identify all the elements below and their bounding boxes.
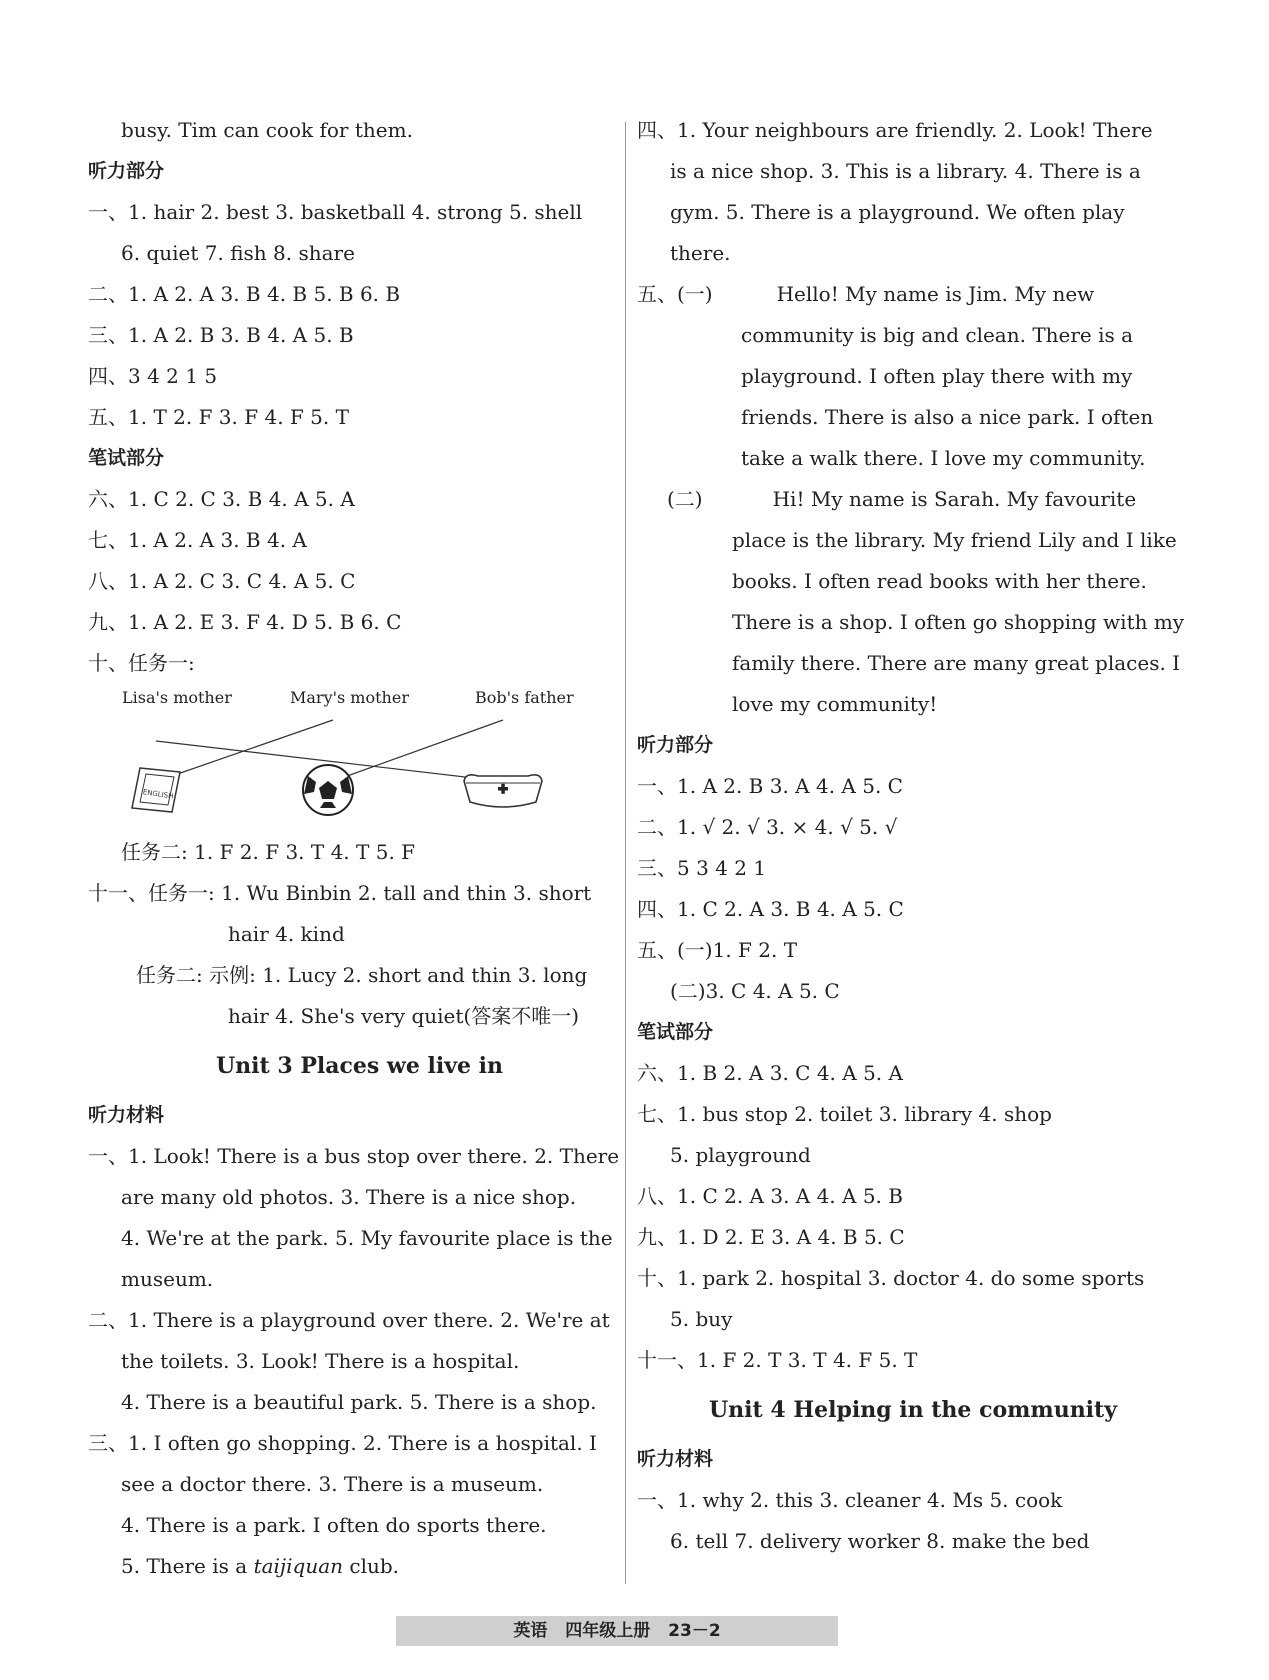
answer-line: 九、1. D 2. E 3. A 4. B 5. C (637, 1225, 905, 1249)
svg-text:ENGLISH: ENGLISH (142, 788, 174, 801)
transcript-line: 6. tell 7. delivery worker 8. make the bed (670, 1529, 1090, 1553)
answer-line: 四、3 4 2 1 5 (88, 364, 218, 388)
unit-title: Unit 4 Helping in the community (709, 1397, 1117, 1423)
answer-line: 一、1. A 2. B 3. A 4. A 5. C (637, 774, 903, 798)
transcript-line: 4. There is a park. I often do sports there. (121, 1513, 547, 1537)
page-footer (396, 1616, 838, 1646)
transcript-line (88, 1546, 618, 1587)
section-heading: 听力部分 (88, 160, 165, 182)
page-number: 23－2 (668, 1621, 721, 1641)
answer-line: 八、1. C 2. A 3. A 4. A 5. B (637, 1184, 903, 1208)
passage-line (637, 479, 1177, 520)
answer-line: 十一、任务一: 1. Wu Binbin 2. tall and thin 3. short (88, 881, 592, 905)
transcript-line: 4. We're at the park. 5. My favourite place is the (121, 1226, 613, 1250)
answer-line: 二、1. A 2. A 3. B 4. B 5. B 6. B (88, 282, 401, 306)
left-column (88, 110, 618, 1587)
section-heading: 听力材料 (88, 1104, 165, 1126)
passage-line: There is a shop. I often go shopping with my (732, 610, 1185, 634)
transcript-line: 二、1. There is a playground over there. 2. We're at (88, 1308, 610, 1332)
matching-figure (88, 684, 618, 832)
answer-line: 5. buy (670, 1307, 733, 1331)
answer-line: 五、1. T 2. F 3. F 4. F 5. T (88, 405, 349, 429)
answer-line: 十、任务一: (88, 651, 195, 675)
book-icon (132, 768, 180, 812)
task-label: Bob's father (475, 688, 574, 707)
answer-line: 四、1. C 2. A 3. B 4. A 5. C (637, 897, 904, 921)
match-line (336, 720, 503, 780)
transcript-line: 一、1. why 2. this 3. cleaner 4. Ms 5. cook (637, 1488, 1063, 1512)
italic-term: taijiquan (253, 1554, 344, 1578)
transcript-line: museum. (121, 1267, 214, 1291)
answer-line: 七、1. A 2. A 3. B 4. A (88, 528, 307, 552)
passage-line: family there. There are many great places. I (732, 651, 1181, 675)
passage-label: (二) (667, 487, 703, 511)
answer-line: 一、1. hair 2. best 3. basketball 4. strong 5. shell (88, 200, 583, 224)
passage-line: love my community! (732, 692, 938, 716)
answer-line: 六、1. B 2. A 3. C 4. A 5. A (637, 1061, 903, 1085)
passage-line: books. I often read books with her there. (732, 569, 1147, 593)
answer-line: 任务二: 示例: 1. Lucy 2. short and thin 3. long (136, 963, 588, 987)
passage-two (637, 479, 1185, 725)
section-heading: 笔试部分 (637, 1021, 714, 1043)
text-span: club. (343, 1554, 400, 1578)
passage-line: community is big and clean. There is a (741, 323, 1134, 347)
answer-line: 5. playground (670, 1143, 811, 1167)
transcript-line: gym. 5. There is a playground. We often play (670, 200, 1125, 224)
transcript-line: 三、1. I often go shopping. 2. There is a hospital. I (88, 1431, 597, 1455)
answer-line: 任务二: 1. F 2. F 3. T 4. T 5. F (121, 840, 416, 864)
passage-line: friends. There is also a nice park. I often (741, 405, 1154, 429)
answer-line: 六、1. C 2. C 3. B 4. A 5. A (88, 487, 355, 511)
answer-line: 三、5 3 4 2 1 (637, 856, 767, 880)
passage-line: playground. I often play there with my (741, 364, 1133, 388)
unit-title: Unit 3 Places we live in (216, 1053, 504, 1079)
passage-text: Hello! My name is Jim. My new (776, 282, 1095, 306)
football-icon (303, 765, 353, 815)
section-heading: 听力部分 (637, 734, 714, 756)
match-line (166, 720, 333, 778)
passage-text: Hi! My name is Sarah. My favourite (772, 487, 1137, 511)
transcript-line: is a nice shop. 3. This is a library. 4. There is a (670, 159, 1141, 183)
passage-line: take a walk there. I love my community. (741, 446, 1146, 470)
passage-line: place is the library. My friend Lily and I like (732, 528, 1177, 552)
transcript-line: 一、1. Look! There is a bus stop over there. 2. There (88, 1144, 620, 1168)
answer-line: hair 4. She's very quiet(答案不唯一) (228, 1004, 580, 1028)
answer-line: hair 4. kind (228, 922, 345, 946)
transcript-line: 4. There is a beautiful park. 5. There is a shop. (121, 1390, 597, 1414)
answer-line: 三、1. A 2. B 3. B 4. A 5. B (88, 323, 354, 347)
footer-grade: 四年级上册 (565, 1621, 651, 1641)
transcript-line: are many old photos. 3. There is a nice shop. (121, 1185, 577, 1209)
right-column (637, 110, 1185, 1562)
answer-line: 6. quiet 7. fish 8. share (121, 241, 355, 265)
text-line: busy. Tim can cook for them. (121, 118, 413, 142)
passage-label: 五、(一) (637, 282, 713, 306)
task-label: Lisa's mother (122, 688, 232, 707)
answer-line: 九、1. A 2. E 3. F 4. D 5. B 6. C (88, 610, 402, 634)
answer-line: 十一、1. F 2. T 3. T 4. F 5. T (637, 1348, 918, 1372)
transcript-line: see a doctor there. 3. There is a museum. (121, 1472, 544, 1496)
answer-line: 十、1. park 2. hospital 3. doctor 4. do some sports (637, 1266, 1145, 1290)
section-heading: 听力材料 (637, 1448, 714, 1470)
answer-line: (二)3. C 4. A 5. C (670, 979, 840, 1003)
matching-lines (88, 684, 618, 832)
text-span: 5. There is a (121, 1554, 254, 1578)
transcript-line: there. (670, 241, 731, 265)
transcript-line: 四、1. Your neighbours are friendly. 2. Look! There (637, 118, 1153, 142)
answer-line: 七、1. bus stop 2. toilet 3. library 4. shop (637, 1102, 1052, 1126)
answer-line: 二、1. √ 2. √ 3. × 4. √ 5. √ (637, 815, 898, 839)
answer-line: 五、(一)1. F 2. T (637, 938, 798, 962)
task-label: Mary's mother (290, 688, 409, 707)
transcript-line: the toilets. 3. Look! There is a hospital. (121, 1349, 520, 1373)
passage-one (637, 274, 1177, 479)
nurse-hat-icon (464, 775, 542, 807)
column-divider (625, 122, 626, 1584)
answer-line: 八、1. A 2. C 3. C 4. A 5. C (88, 569, 356, 593)
footer-subject: 英语 (513, 1621, 548, 1641)
passage-line (637, 274, 1177, 315)
section-heading: 笔试部分 (88, 447, 165, 469)
